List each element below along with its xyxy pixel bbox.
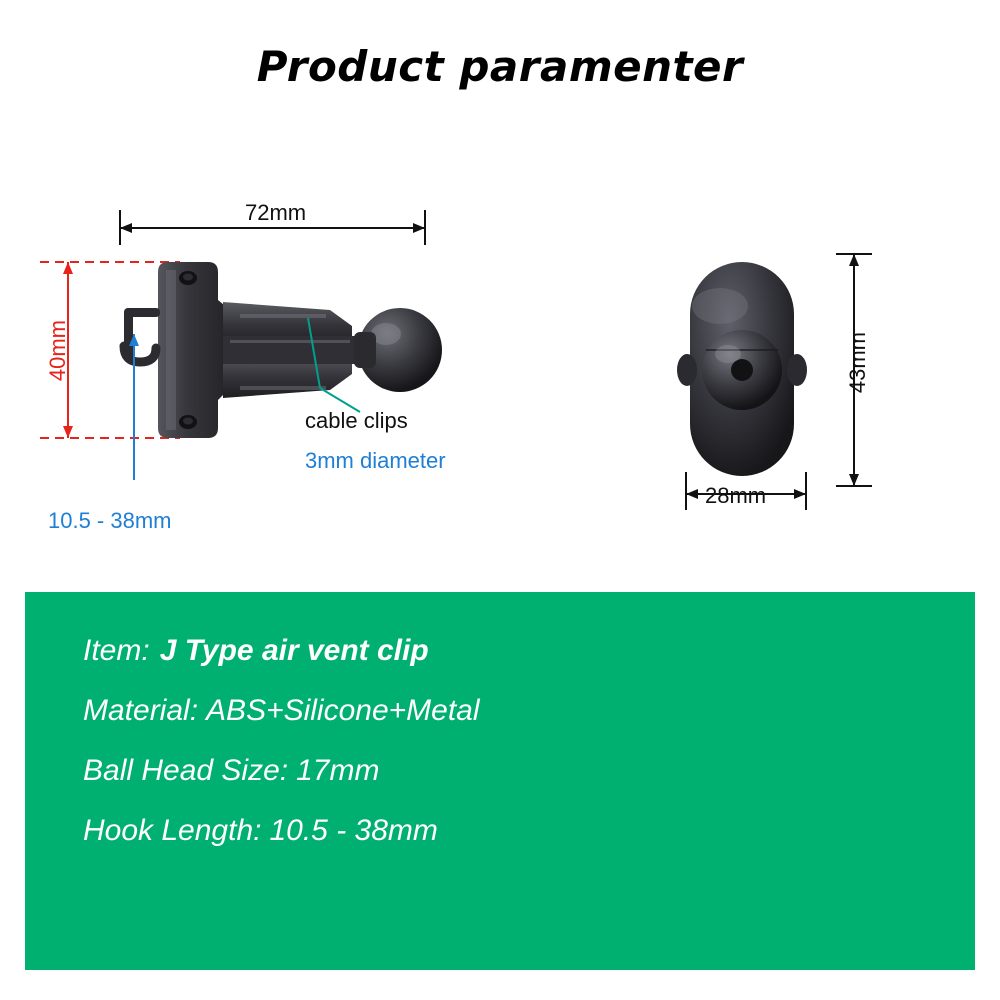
right-view-illustration xyxy=(640,210,960,610)
spec-label-hook-length: Hook Length: xyxy=(83,814,262,847)
page-title: Product paramenter xyxy=(256,42,744,91)
spec-value-item: J Type air vent clip xyxy=(159,634,429,667)
hook-length-label: 10.5 - 38mm xyxy=(48,508,172,533)
j-hook xyxy=(124,308,160,362)
right-width-label: 28mm xyxy=(705,483,767,508)
spec-label-material: Material: xyxy=(83,694,199,727)
spec-row xyxy=(83,634,955,668)
cable-clips-label: cable clips xyxy=(305,408,408,433)
spec-panel xyxy=(25,592,975,970)
spec-list xyxy=(83,634,955,874)
left-height-label: 40mm xyxy=(45,320,70,382)
left-width-label: 72mm xyxy=(245,200,307,225)
spec-value-hook-length: 10.5 - 38mm xyxy=(269,814,438,847)
cable-clips-diameter-label: 3mm diameter xyxy=(305,448,446,473)
spec-label-ball-head-size: Ball Head Size: xyxy=(83,754,289,787)
product-diagram xyxy=(0,150,1000,570)
spec-row xyxy=(83,754,955,788)
spec-row xyxy=(83,814,955,848)
spec-value-ball-head-size: 17mm xyxy=(296,754,380,787)
spec-row xyxy=(83,694,955,728)
spec-label-item: Item: xyxy=(83,634,150,667)
spec-value-material: ABS+Silicone+Metal xyxy=(206,694,480,727)
right-height-label: 43mm xyxy=(845,332,870,394)
vent-clip-front-face xyxy=(677,262,807,476)
